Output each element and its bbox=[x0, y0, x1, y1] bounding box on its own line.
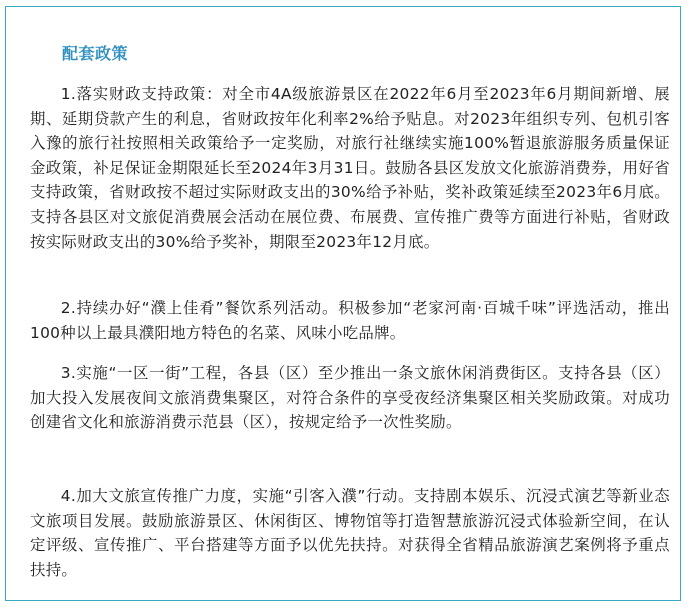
policy-paragraph-2: 2.持续办好“濮上佳肴”餐饮系列活动。积极参加“老家河南·百城千味”评选活动，推出100种以上最具濮阳地方特色的名菜、风味小吃品牌。 bbox=[30, 299, 670, 342]
policy-paragraph-4: 4.加大文旅宣传推广力度，实施“引客入濮”行动。支持剧本娱乐、沉浸式演艺等新业态文旅项目发展。鼓励旅游景区、休闲街区、博物馆等打造智慧旅游沉浸式体验新空间，在认定评级、宣传推广、平台搭建等方面予以优先扶持。对获得全省精品旅游演艺案例将予重点扶持。 bbox=[30, 487, 670, 579]
section-heading: 配套政策 bbox=[62, 44, 129, 63]
policy-paragraph-1: 1.落实财政支持政策：对全市4A级旅游景区在2022年6月至2023年6月期间新增、展期、延期贷款产生的利息，省财政按年化利率2%给予贴息。对2023年组织专列、包机引客入豫的旅行社按照相关政策给予一定奖励，对旅行社继续实施100%暂退旅游服务质量保证金政策，补足保证金期限延长至2024年3月31日。鼓励各县区发放文化旅游消费券，用好省支持政策，省财政按不超过实际财政支出的30%给予补贴，奖补政策延续至2023年6月底。支持各县区对文旅促消费展会活动在展位费、布展费、宣传推广费等方面进行补贴，省财政按实际财政支出的30%给予奖补，期限至2023年12月底。 bbox=[30, 85, 670, 251]
policy-paragraph-3: 3.实施“一区一街”工程，各县（区）至少推出一条文旅休闲消费街区。支持各县（区）加大投入发展夜间文旅消费集聚区，对符合条件的享受夜经济集聚区相关奖励政策。对成功创建省文化和旅游消费示范县（区），按规定给予一次性奖励。 bbox=[30, 364, 670, 432]
policy-panel bbox=[5, 6, 681, 601]
